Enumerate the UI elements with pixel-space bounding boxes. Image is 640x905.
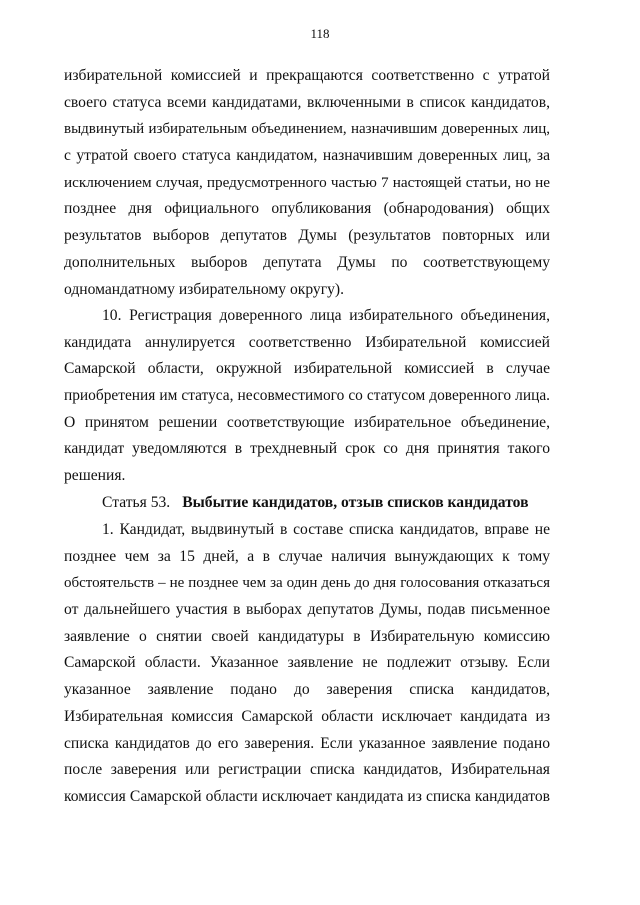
text-line: своего статуса всеми кандидатами, включенными в список кандидатов,: [64, 93, 550, 111]
text-line: после заверения или регистрации списка кандидатов, Избирательная: [64, 761, 550, 779]
text-line: О принятом решении соответствующие избирательное объединение,: [64, 413, 550, 431]
text-line: решения.: [64, 467, 126, 485]
text-line: результатов выборов депутатов Думы (результатов повторных или: [64, 227, 550, 245]
page-number: 118: [310, 26, 330, 41]
paragraph-1: [64, 517, 550, 811]
text-line: позднее дня официального опубликования (обнародования) общих: [64, 200, 550, 218]
text-line: Избирательная комиссия Самарской области исключает кандидата из: [64, 707, 550, 725]
text-line: приобретения им статуса, несовместимого со статусом доверенного лица.: [64, 387, 550, 405]
text-line: Самарской области. Указанное заявление не подлежит отзыву. Если: [64, 654, 550, 672]
text-line: кандидат уведомляются в трехдневный срок со дня принятия такого: [64, 440, 550, 458]
text-line: с утратой своего статуса кандидатом, назначившим доверенных лиц, за: [64, 147, 550, 165]
text-line: дополнительных выборов депутата Думы по соответствующему: [64, 253, 550, 271]
text-line: Самарской области, окружной избирательной комиссией в случае: [64, 360, 550, 378]
text-line: указанное заявление подано до заверения списка кандидатов,: [64, 681, 550, 699]
paragraph-intro: [64, 63, 550, 303]
article-title: Выбытие кандидатов, отзыв списков кандидатов: [182, 494, 529, 511]
text-line: 10. Регистрация доверенного лица избирательного объединения,: [102, 307, 550, 324]
text-line: 1. Кандидат, выдвинутый в составе списка кандидатов, вправе не: [102, 521, 550, 538]
text-line: выдвинутый избирательным объединением, назначившим доверенных лиц,: [64, 121, 550, 138]
text-line: одномандатному избирательному округу).: [64, 280, 345, 298]
text-line: кандидата аннулируется соответственно Избирательной комиссией: [64, 333, 550, 351]
text-line: заявление о снятии своей кандидатуры в Избирательную комиссию: [64, 627, 550, 645]
text-line: избирательной комиссией и прекращаются соответственно с утратой: [64, 67, 550, 84]
text-line: списка кандидатов до его заверения. Если указанное заявление подано: [64, 734, 550, 752]
text-line: от дальнейшего участия в выборах депутатов Думы, подав письменное: [64, 601, 550, 619]
paragraph-10: [64, 303, 550, 490]
text-line: комиссия Самарской области исключает кандидата из списка кандидатов: [64, 787, 550, 805]
article-heading: [64, 490, 550, 517]
article-number: Статья 53.: [102, 494, 171, 511]
text-line: позднее чем за 15 дней, а в случае наличия вынуждающих к тому: [64, 547, 550, 565]
text-line: обстоятельств – не позднее чем за один день до дня голосования отказаться: [64, 575, 550, 592]
text-line: исключением случая, предусмотренного частью 7 настоящей статьи, но не: [64, 173, 550, 191]
